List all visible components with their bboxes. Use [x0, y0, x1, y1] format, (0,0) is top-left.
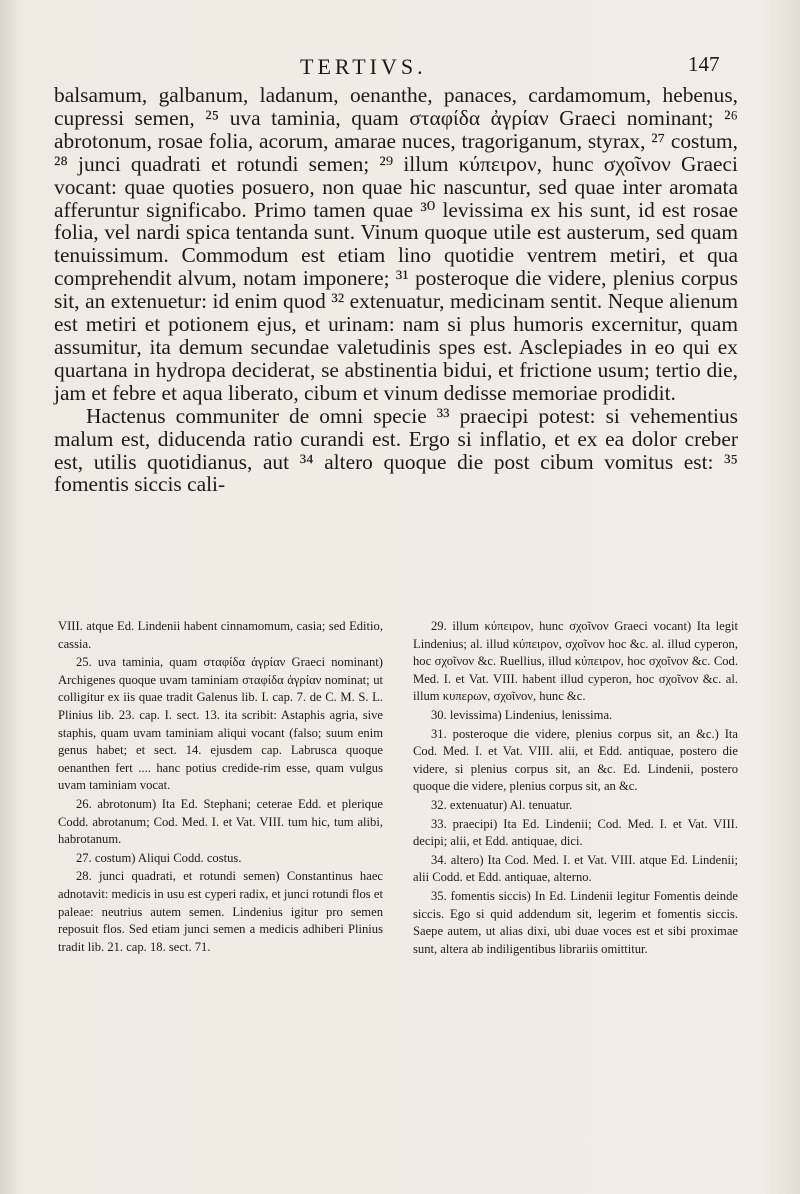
- footnote: 28. junci quadrati, et rotundi semen) Constantinus haec adnotavit: medicis in usu est cyperi radix, et junci rotundi flos et paleae: neutrius autem semen. Lindenius igitur pro semen reposuit flos. Sed etiam junci semen a medicis adhiberi Plinius tradit lib. 21. cap. 18. sect. 71.: [58, 869, 383, 954]
- footnote: 32. extenuatur) Al. tenuatur.: [431, 797, 573, 812]
- footnote: 29. illum κύπειρον, hunc σχοῖνον Graeci vocant) Ita legit Lindenius; al. illud κύπειρον, σχοῖνον hoc &c. al. illud cyperon, hoc σχοῖνον &c. Ruellius, illud κύπειρον, hoc σχοῖνον &c. Cod. Med. I. et Vat. VIII. habent illud cyperon, hoc σχοῖνον &c. al. illum κυπερων, σχοῖνον, hunc &c.: [413, 619, 738, 704]
- footnote: 26. abrotonum) Ita Ed. Stephani; ceterae Edd. et plerique Codd. abrotanum; Cod. Med. I. et Vat. VIII. tum hic, tum alibi, habrotanum.: [58, 796, 383, 847]
- footnote: 34. altero) Ita Cod. Med. I. et Vat. VIII. atque Ed. Lindenii; alii Codd. et Edd. antiquae, alterno.: [413, 852, 738, 885]
- footnote: 33. praecipi) Ita Ed. Lindenii; Cod. Med. I. et Vat. VIII. decipi; alii, et Edd. antiquae, dici.: [413, 816, 738, 849]
- footnote: 25. uva taminia, quam σταφίδα ἀγρίαν Graeci nominant) Archigenes quoque uvam taminiam σταφίδα ἀγρίαν nominat; ut colligitur ex iis quae tradit Galenus lib. I. cap. 7. de C. M. S. L. Plinius lib. 23. cap. I. sect. 13. ita scribit: Astaphis agria, sive staphis, quam uvam taminiam aliqui vocant (falso; suum enim genus habet; et sect. 14. ejusdem cap. Labrusca quoque oenanthen fert .... hanc potius credide-rim esse, quam vulgus uvam taminiam vocat.: [58, 655, 383, 793]
- main-text: [54, 84, 738, 496]
- main-paragraph: Hactenus communiter de omni specie ³³ praecipi potest: si vehementius malum est, diducenda ratio curandi est. Ergo si inflatio, et ex ea dolor creber est, utilis quotidianus, aut ³⁴ altero quoque die post cibum vomitus est: ³⁵ fomentis siccis cali-: [54, 403, 738, 497]
- running-title: TERTIVS.: [300, 54, 427, 79]
- main-paragraph: balsamum, galbanum, ladanum, oenanthe, panaces, cardamomum, hebenus, cupressi semen, ²⁵ uva taminia, quam σταφίδα ἀγρίαν Graeci nominant; ²⁶ abrotonum, rosae folia, acorum, amarae nuces, tragoriganum, styrax, ²⁷ costum, ²⁸ junci quadrati et rotundi semen; ²⁹ illum κύπειρον, hunc σχοῖνον Graeci vocant: quae quoties posuero, non quae hic nascuntur, sed quae inter aromata afferuntur significabo. Primo tamen quae ³⁰ levissima ex his sunt, id est rosae folia, vel nardi spica tentanda sunt. Vinum quoque utile est austerum, sed quam tenuissimum. Commodum est etiam lino quotidie ventrem metiri, et qua comprehendit alvum, notam imponere; ³¹ posteroque die videre, plenius corpus sit, an extenuetur: id enim quod ³² extenuatur, medicinam sentit. Neque alienum est metiri et potionem ejus, et urinam: nam si plus humoris excernitur, quam assumitur, ita demum secundae valetudinis spes est. Asclepiades in eo qui ex quartana in hydropa deciderat, se abstinentia bidui, et frictione usum; tertio die, jam et febre et aqua liberato, cibum et vinum dedisse memoriae prodidit.: [54, 83, 738, 405]
- footnote: 30. levissima) Lindenius, lenissima.: [431, 707, 613, 722]
- running-head: [0, 52, 800, 82]
- footnote: 31. posteroque die videre, plenius corpus sit, an &c.) Ita Cod. Med. I. et Vat. VIII. alii, et Edd. antiquae, postero die videre, si plenius corpus sit, an &c. Ed. Lindenii, postero quoque die videre, plenius corpus sit, an &c.: [413, 726, 738, 794]
- footnotes: [58, 618, 738, 1110]
- footnote: 27. costum) Aliqui Codd. costus.: [76, 850, 242, 865]
- footnote: VIII. atque Ed. Lindenii habent cinnamomum, casia; sed Editio, cassia.: [58, 619, 383, 651]
- page-number: 147: [688, 52, 720, 76]
- footnote: 35. fomentis siccis) In Ed. Lindenii legitur Fomentis deinde siccis. Ego si quid addendum sit, legerim et fomentis siccis. Saepe autem, ut alias dixi, ubi duae voces est et sibi proximae sunt, altera ab indiligentibus librariis omittitur.: [413, 888, 738, 956]
